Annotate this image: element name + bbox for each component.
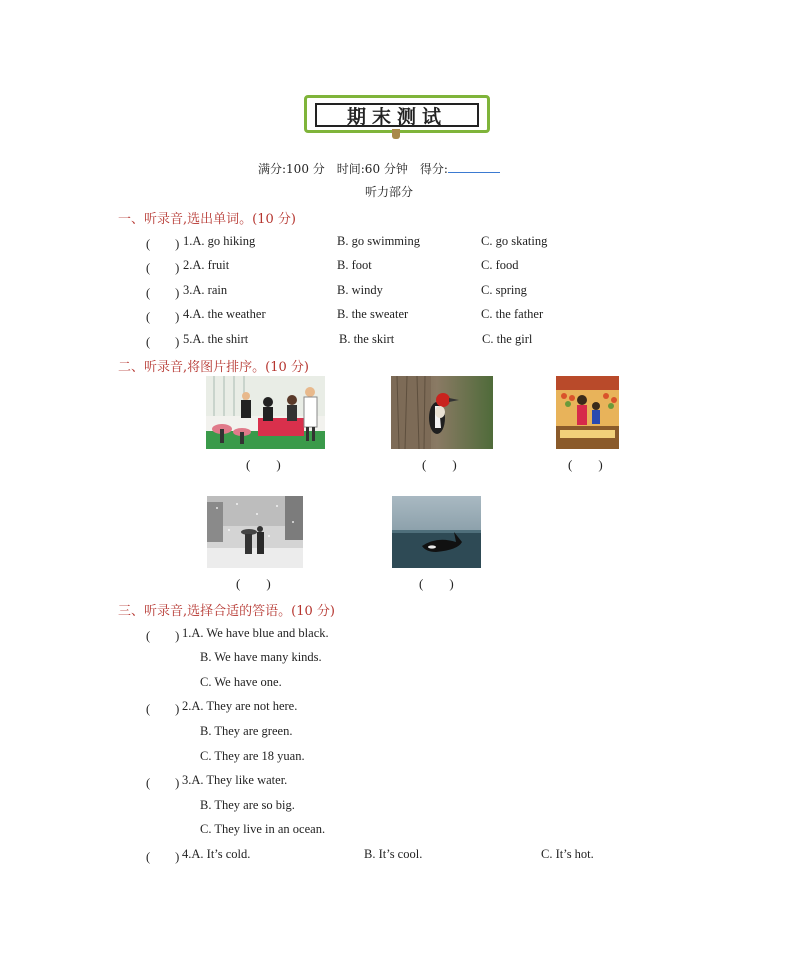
title-banner (304, 95, 490, 137)
listening-subtitle: 听力部分 (365, 185, 414, 199)
s3-question-1-option-a: 1.A. We have blue and black. (182, 626, 329, 640)
page-title: 期末测试 (315, 103, 479, 127)
score-info (258, 160, 500, 177)
question-4-option-c: C. the father (481, 307, 544, 321)
question-3-option-b: B. windy (337, 283, 383, 297)
shopping-picture (556, 376, 619, 449)
picture-5-bracket[interactable]: ( ) (419, 576, 454, 591)
question-1-option-b: B. go swimming (337, 234, 420, 248)
question-2-option-a: 2.A. fruit (183, 258, 230, 272)
question-3-bracket[interactable]: ( ) (146, 286, 180, 300)
question-4-option-b: B. the sweater (337, 307, 409, 321)
s3-question-1-bracket[interactable]: ( ) (146, 629, 180, 643)
s3-question-4-bracket[interactable]: ( ) (146, 850, 180, 864)
picture-4-bracket[interactable]: ( ) (236, 576, 271, 591)
picture-2-bracket[interactable]: ( ) (422, 457, 457, 472)
section-3-heading: 三、听录音,选择合适的答语。(10 分) (118, 604, 335, 619)
snow-picture (207, 496, 303, 568)
question-4-option-a: 4.A. the weather (183, 307, 266, 321)
s3-question-2-bracket[interactable]: ( ) (146, 702, 180, 716)
s3-question-1-option-c: C. We have one. (200, 675, 282, 689)
s3-question-1-option-b: B. We have many kinds. (200, 650, 322, 664)
woodpecker-picture (391, 376, 493, 449)
s3-question-4-option-c: C. It’s hot. (541, 847, 594, 861)
s3-question-3-option-b: B. They are so big. (200, 798, 295, 812)
question-1-option-c: C. go skating (481, 234, 548, 248)
section-1-heading: 一、听录音,选出单词。(10 分) (118, 212, 296, 227)
question-5-option-b: B. the skirt (339, 332, 395, 346)
score-blank[interactable] (448, 162, 500, 173)
picture-3-bracket[interactable]: ( ) (568, 457, 603, 472)
s3-question-3-bracket[interactable]: ( ) (146, 776, 180, 790)
question-5-bracket[interactable]: ( ) (146, 335, 180, 349)
question-2-option-c: C. food (481, 258, 519, 272)
s3-question-2-option-c: C. They are 18 yuan. (200, 749, 305, 763)
question-5-option-c: C. the girl (482, 332, 533, 346)
question-5-option-a: 5.A. the shirt (183, 332, 249, 346)
s3-question-3-option-c: C. They live in an ocean. (200, 822, 326, 836)
s3-question-4-option-a: 4.A. It’s cold. (182, 847, 251, 861)
section-2-heading: 二、听录音,将图片排序。(10 分) (118, 360, 309, 375)
title-frame (304, 95, 490, 133)
s3-question-2-option-b: B. They are green. (200, 724, 293, 738)
question-3-option-a: 3.A. rain (183, 283, 228, 297)
question-4-bracket[interactable]: ( ) (146, 310, 180, 324)
question-2-bracket[interactable]: ( ) (146, 261, 180, 275)
restaurant-picture (206, 376, 325, 449)
pin-icon (392, 129, 400, 139)
s3-question-2-option-a: 2.A. They are not here. (182, 699, 298, 713)
question-3-option-c: C. spring (481, 283, 527, 297)
question-1-option-a: 1.A. go hiking (183, 234, 256, 248)
score-info-text: 满分:100 分 时间:60 分钟 得分: (258, 162, 448, 176)
question-2-option-b: B. foot (337, 258, 372, 272)
s3-question-3-option-a: 3.A. They like water. (182, 773, 288, 787)
whale-picture (392, 496, 481, 568)
question-1-bracket[interactable]: ( ) (146, 237, 180, 251)
picture-1-bracket[interactable]: ( ) (246, 457, 281, 472)
s3-question-4-option-b: B. It’s cool. (364, 847, 423, 861)
